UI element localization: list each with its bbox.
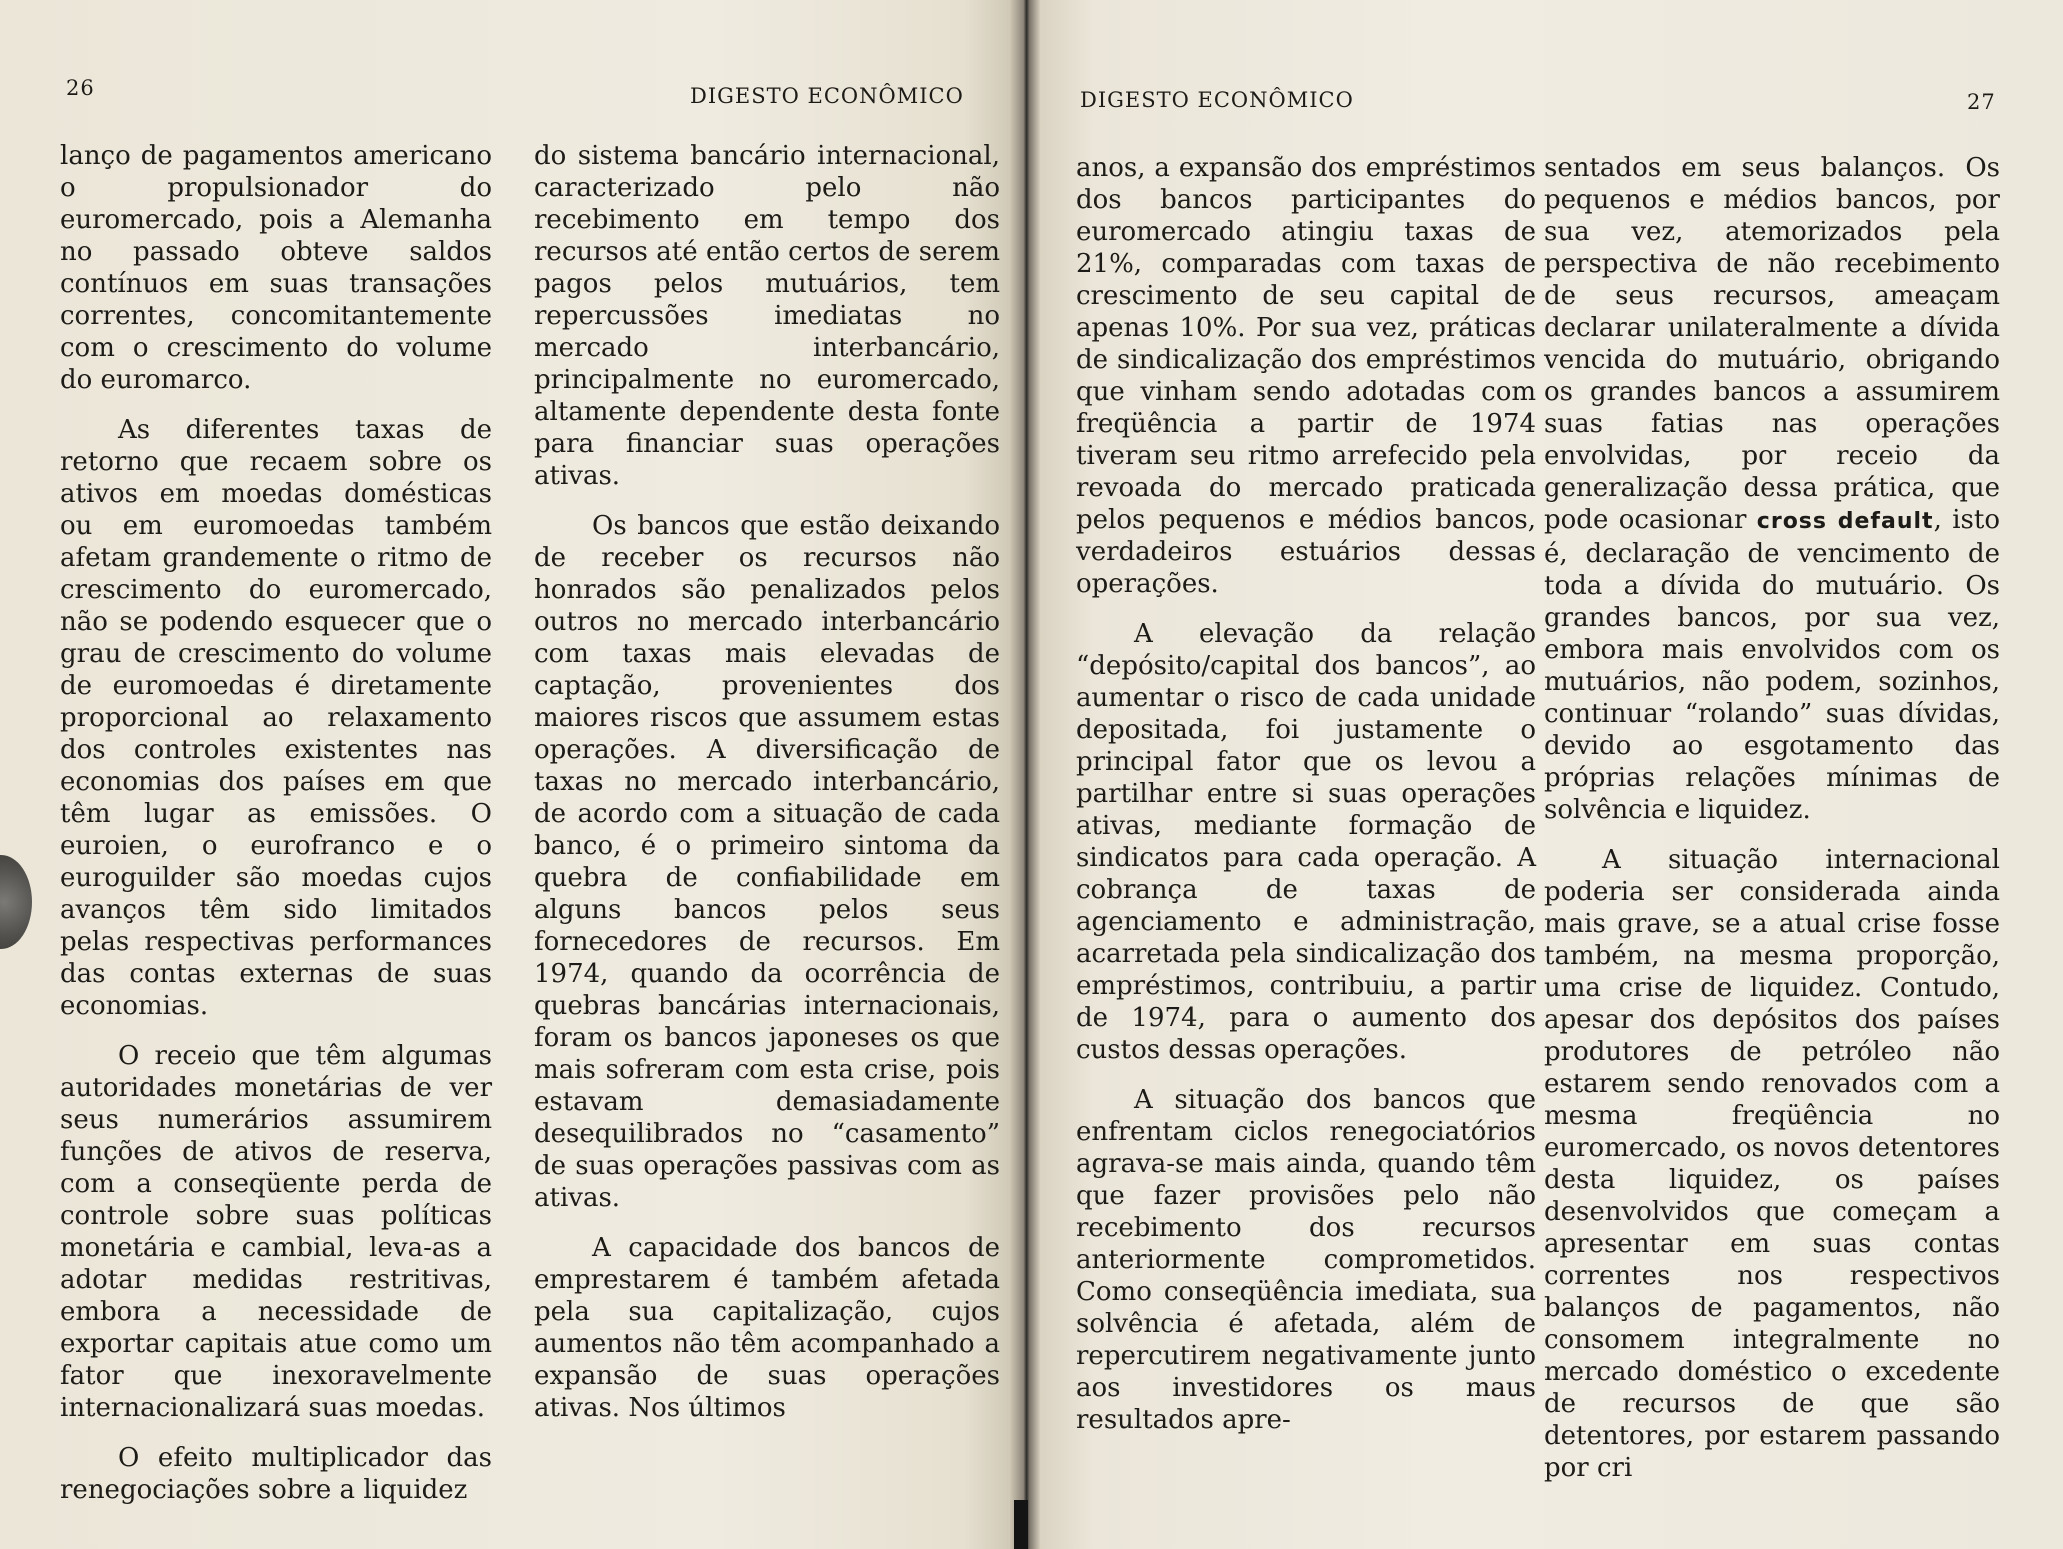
paragraph: A situação dos bancos que enfrentam ciclos renegociatórios agrava-se mais ainda, quando têm que fazer provisões pelo não recebimento dos recursos anteriormente comprometidos. Como conseqüência imediata, sua solvência é afetada, além de repercutirem negativamente junto aos investidores os maus resultados apre-: [1076, 1085, 1536, 1435]
paragraph: As diferentes taxas de retorno que recaem sobre os ativos em moedas domésticas ou em euromoedas também afetam grandemente o ritmo de crescimento do euromercado, não se podendo esquecer que o grau de crescimento do volume de euromoedas é diretamente proporcional ao relaxamento dos controles existentes nas economias dos países em que têm lugar as emissões. O euroien, o eurofranco e o euroguilder são moedas cujos avanços têm sido limitados pelas respectivas performances das contas externas de suas economias.: [60, 415, 492, 1021]
paragraph: Os bancos que estão deixando de receber os recursos não honrados são penalizados pelos outros no mercado interbancário com taxas mais elevadas de captação, provenientes dos maiores riscos que assumem estas operações. A diversificação de taxas no mercado interbancário, de acordo com a situação de cada banco, é o primeiro sintoma da quebra de confiabilidade em alguns bancos pelos seus fornecedores de recursos. Em 1974, quando da ocorrência de quebras bancárias internacionais, foram os bancos japoneses os que mais sofreram com esta crise, pois estavam demasiadamente desequilibrados no “casamento” de suas operações passivas com as ativas.: [534, 511, 1000, 1213]
paragraph: do sistema bancário internacional, caracterizado pelo não recebimento em tempo dos recursos até então certos de serem pagos pelos mutuários, tem repercussões imediatas no mercado interbancário, principalmente no euromercado, altamente dependente desta fonte para financiar suas operações ativas.: [534, 141, 1000, 491]
page-number-right: 27: [1967, 90, 1996, 114]
paragraph: O efeito multiplicador das renegociações sobre a liquidez: [60, 1443, 492, 1505]
paragraph: anos, a expansão dos empréstimos dos bancos participantes do euromercado atingiu taxas de 21%, comparadas com taxas de crescimento de seu capital de apenas 10%. Por sua vez, práticas de sindicalização dos empréstimos que vinham sendo adotadas com freqüência a partir de 1974 tiveram seu ritmo arrefecido pela revoada do mercado praticada pelos pequenos e médios bancos, verdadeiros estuários dessas operações.: [1076, 153, 1536, 599]
running-head-left: DIGESTO ECONÔMICO: [690, 84, 964, 108]
right-page: [1032, 0, 2063, 1549]
paragraph: lanço de pagamentos americano o propulsionador do euromercado, pois a Alemanha no passado obteve saldos contínuos em suas transações correntes, concomitantemente com o crescimento do volume do euromarco.: [60, 141, 492, 395]
left-column-2: [534, 140, 1000, 1442]
paragraph: O receio que têm algumas autoridades monetárias de ver seus numerários assumirem funções de ativos de reserva, com a conseqüente perda de controle sobre suas políticas monetária e cambial, leva-as a adotar medidas restritivas, embora a necessidade de exportar capitais atue como um fator que inexoravelmente internacionalizará suas moedas.: [60, 1041, 492, 1423]
running-head-right: DIGESTO ECONÔMICO: [1080, 88, 1354, 112]
right-column-2: [1544, 152, 2000, 1502]
gutter-shadow: [1014, 1500, 1028, 1549]
paragraph: [1544, 152, 2000, 826]
paragraph-text: , isto é, declaração de vencimento de toda a dívida do mutuário. Os grandes bancos, por sua vez, embora mais envolvidos com os mutuários, não podem, sozinhos, continuar “rolando” suas dívidas, devido ao esgotamento das próprias relações mínimas de solvência e liquidez.: [1544, 505, 2000, 825]
right-column-1: [1076, 152, 1536, 1454]
binding-hole: [0, 855, 32, 949]
left-page: [0, 0, 1025, 1549]
paragraph: A situação internacional poderia ser considerada ainda mais grave, se a atual crise fosse também, na mesma proporção, uma crise de liquidez. Contudo, apesar dos depósitos dos países produtores de petróleo não estarem sendo renovados com a mesma freqüência no euromercado, os novos detentores desta liquidez, os países desenvolvidos que começam a apresentar em suas contas correntes nos respectivos balanços de pagamentos, não consomem integralmente no mercado doméstico o excedente de recursos de que são detentores, por estarem passando por cri: [1544, 845, 2000, 1483]
term-cross-default: cross default: [1756, 509, 1934, 534]
paragraph: A capacidade dos bancos de emprestarem é também afetada pela sua capitalização, cujos aumentos não têm acompanhado a expansão de suas operações ativas. Nos últimos: [534, 1233, 1000, 1423]
page-number-left: 26: [66, 76, 95, 100]
paragraph: A elevação da relação “depósito/capital dos bancos”, ao aumentar o risco de cada unidade depositada, foi justamente o principal fator que os levou a partilhar entre si suas operações ativas, mediante formação de sindicatos para cada operação. A cobrança de taxas de agenciamento e administração, acarretada pela sindicalização dos empréstimos, contribuiu, a partir de 1974, para o aumento dos custos dessas operações.: [1076, 619, 1536, 1065]
book-gutter: [1010, 0, 1040, 1549]
paragraph-text: sentados em seus balanços. Os pequenos e médios bancos, por sua vez, atemorizados pela perspectiva de não recebimento de seus recursos, ameaçam declarar unilateralmente a dívida vencida do mutuário, obrigando os grandes bancos a assumirem suas fatias nas operações envolvidas, por receio da generalização dessa prática, que pode ocasionar: [1544, 153, 2000, 535]
left-column-1: [60, 140, 492, 1524]
